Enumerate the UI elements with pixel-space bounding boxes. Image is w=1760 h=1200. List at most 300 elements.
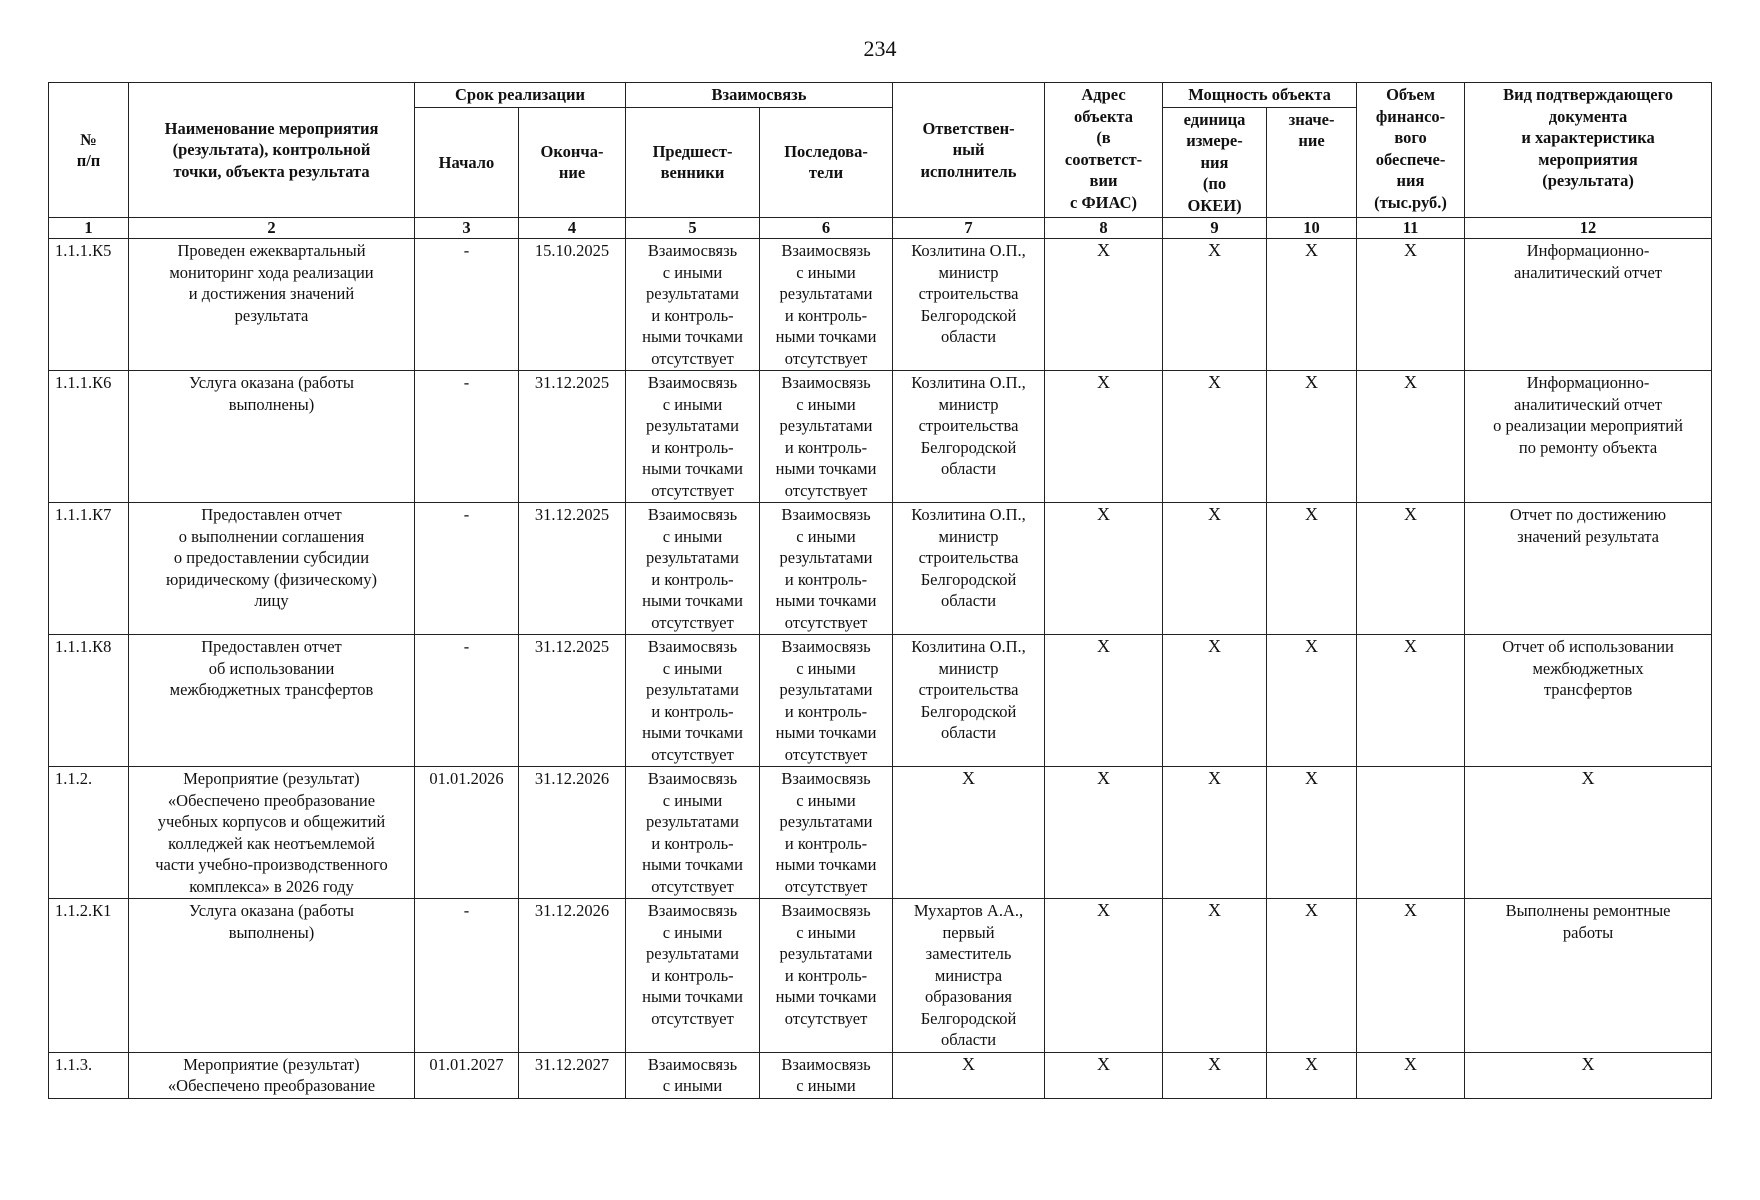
cell-line: и контроль- xyxy=(651,569,734,589)
cell-line: с иными xyxy=(662,1076,723,1095)
cell-line: и контроль- xyxy=(651,833,734,853)
header-line: Наименование мероприятия xyxy=(164,118,379,138)
row-successors xyxy=(760,239,893,371)
cell-line: Взаимосвязь xyxy=(781,901,871,920)
cell-line: министр xyxy=(938,526,999,546)
row-value: Х xyxy=(1267,503,1357,635)
header-responsible xyxy=(893,83,1045,218)
row-start: 01.01.2026 xyxy=(415,767,519,899)
header-line: с ФИАС) xyxy=(1070,192,1137,212)
cell-line: с иными xyxy=(796,1076,856,1095)
cell-line: первый xyxy=(942,922,995,942)
table-row xyxy=(49,503,1712,635)
header-line: (результата) xyxy=(1542,171,1634,190)
header-line: обеспече- xyxy=(1375,149,1446,169)
cell-line: результатами xyxy=(779,812,873,831)
cell-line: образования xyxy=(924,987,1013,1006)
row-name xyxy=(129,1052,415,1098)
cell-line: с иными xyxy=(796,790,856,810)
cell-line: ными точками xyxy=(775,723,877,742)
header-successors xyxy=(760,107,893,218)
row-funding: Х xyxy=(1357,371,1465,503)
row-address: Х xyxy=(1045,767,1163,899)
table-body xyxy=(49,239,1712,1099)
cell-line: и контроль- xyxy=(784,701,868,721)
row-responsible xyxy=(893,899,1045,1053)
cell-line: результатами xyxy=(646,812,739,831)
row-start: - xyxy=(415,899,519,1053)
row-unit: Х xyxy=(1163,239,1267,371)
page-number: 234 xyxy=(863,36,897,61)
column-number: 4 xyxy=(519,218,626,239)
cell-line: результатами xyxy=(779,548,873,567)
cell-line: Взаимосвязь xyxy=(781,637,871,656)
header-line: ОКЕИ) xyxy=(1187,195,1242,215)
column-number: 1 xyxy=(49,218,129,239)
row-id: 1.1.2. xyxy=(49,767,129,899)
row-responsible xyxy=(893,635,1045,767)
row-id: 1.1.2.К1 xyxy=(49,899,129,1053)
cell-line: Взаимосвязь xyxy=(781,1054,871,1074)
cell-line: значений результата xyxy=(1517,526,1659,546)
cell-line: Услуга оказана (работы xyxy=(189,373,354,392)
cell-line: Взаимосвязь xyxy=(647,241,738,260)
header-line: точки, объекта результата xyxy=(173,161,370,181)
header-line: Вид подтверждающего xyxy=(1503,85,1673,104)
cell-line: Взаимосвязь xyxy=(647,637,738,656)
cell-line: ными точками xyxy=(642,591,743,610)
cell-line: о выполнении соглашения xyxy=(178,526,365,546)
header-funding xyxy=(1357,83,1465,218)
header-line: (в xyxy=(1096,128,1111,147)
cell-line: Козлитина О.П., xyxy=(911,241,1026,260)
cell-line: и контроль- xyxy=(784,305,868,325)
cell-line: ными точками xyxy=(642,723,743,742)
row-doc-type xyxy=(1465,899,1712,1053)
cell-line: и контроль- xyxy=(784,437,868,457)
cell-line: с иными xyxy=(796,658,856,678)
cell-line: ными точками xyxy=(775,855,877,874)
cell-line: результатами xyxy=(646,416,739,435)
cell-line: трансфертов xyxy=(1543,680,1633,699)
header-line: вии xyxy=(1089,171,1118,190)
row-end: 31.12.2026 xyxy=(519,767,626,899)
cell-line: результатами xyxy=(646,944,739,963)
cell-line: по ремонту объекта xyxy=(1518,437,1658,457)
row-doc-type xyxy=(1465,767,1712,899)
cell-line: и контроль- xyxy=(784,965,868,985)
header-start: Начало xyxy=(415,107,519,218)
cell-line: области xyxy=(940,591,997,610)
cell-line: Информационно- xyxy=(1526,241,1650,260)
cell-line: отсутствует xyxy=(651,876,734,896)
row-doc-type xyxy=(1465,371,1712,503)
table-row xyxy=(49,1052,1712,1098)
cell-line: заместитель xyxy=(925,944,1012,963)
cell-line: ными точками xyxy=(775,459,877,478)
row-name xyxy=(129,767,415,899)
cell-line: Белгородской xyxy=(920,305,1017,325)
row-id: 1.1.1.К7 xyxy=(49,503,129,635)
header-line: мероприятия xyxy=(1538,149,1638,169)
cell-line: отсутствует xyxy=(784,1008,868,1028)
row-end: 31.12.2026 xyxy=(519,899,626,1053)
row-unit: Х xyxy=(1163,1052,1267,1098)
cell-line: Х xyxy=(962,1053,976,1074)
cell-line: с иными xyxy=(796,394,856,414)
cell-line: о предоставлении субсидии xyxy=(173,548,370,567)
cell-line: мониторинг хода реализации xyxy=(169,262,374,282)
cell-line: Предоставлен отчет xyxy=(201,637,342,656)
row-funding: Х xyxy=(1357,1052,1465,1098)
cell-line: Взаимосвязь xyxy=(781,241,871,260)
row-start: - xyxy=(415,635,519,767)
row-predecessors xyxy=(626,767,760,899)
table-row xyxy=(49,899,1712,1053)
cell-line: аналитический отчет xyxy=(1514,262,1663,282)
cell-line: Предоставлен отчет xyxy=(201,505,342,524)
cell-line: Белгородской xyxy=(920,569,1017,589)
cell-line: ными точками xyxy=(775,987,877,1006)
cell-line: министр xyxy=(938,658,999,678)
header-line: вого xyxy=(1394,128,1427,147)
cell-line: Мероприятие (результат) xyxy=(183,769,360,788)
table-row xyxy=(49,767,1712,899)
column-number: 6 xyxy=(760,218,893,239)
row-name xyxy=(129,635,415,767)
cell-line: области xyxy=(940,723,997,742)
row-responsible xyxy=(893,371,1045,503)
header-value xyxy=(1267,107,1357,218)
cell-line: «Обеспечено преобразование xyxy=(167,790,376,810)
row-predecessors xyxy=(626,635,760,767)
row-unit: Х xyxy=(1163,503,1267,635)
cell-line: и контроль- xyxy=(784,569,868,589)
row-funding: Х xyxy=(1357,635,1465,767)
header-capacity-group: Мощность объекта xyxy=(1163,83,1357,108)
row-end: 31.12.2025 xyxy=(519,371,626,503)
column-number: 5 xyxy=(626,218,760,239)
row-end: 31.12.2025 xyxy=(519,635,626,767)
row-address: Х xyxy=(1045,1052,1163,1098)
row-start: 01.01.2027 xyxy=(415,1052,519,1098)
cell-line: отсутствует xyxy=(784,480,868,500)
cell-line: Выполнены ремонтные xyxy=(1505,901,1671,920)
header-address xyxy=(1045,83,1163,218)
row-end: 31.12.2027 xyxy=(519,1052,626,1098)
column-number: 2 xyxy=(129,218,415,239)
cell-line: с иными xyxy=(662,922,723,942)
row-predecessors xyxy=(626,239,760,371)
cell-line: Белгородской xyxy=(920,701,1017,721)
row-address: Х xyxy=(1045,239,1163,371)
row-responsible xyxy=(893,1052,1045,1098)
header-line: Объем xyxy=(1386,85,1435,104)
row-doc-type xyxy=(1465,1052,1712,1098)
cell-line: Взаимосвязь xyxy=(647,901,738,920)
header-line: Последова- xyxy=(784,141,868,161)
cell-line: строительства xyxy=(918,416,1019,435)
cell-line: юридическому (физическому) xyxy=(166,569,377,589)
cell-line: Взаимосвязь xyxy=(647,769,738,788)
cell-line: с иными xyxy=(662,658,723,678)
header-line: значе- xyxy=(1288,109,1335,129)
row-start: - xyxy=(415,239,519,371)
cell-line: Услуга оказана (работы xyxy=(189,901,354,920)
column-number: 8 xyxy=(1045,218,1163,239)
cell-line: министр xyxy=(938,394,999,414)
cell-line: работы xyxy=(1562,922,1614,942)
cell-line: Козлитина О.П., xyxy=(911,373,1026,392)
cell-line: отсутствует xyxy=(651,1008,734,1028)
row-funding xyxy=(1357,767,1465,899)
row-value: Х xyxy=(1267,767,1357,899)
cell-line: ными точками xyxy=(642,987,743,1006)
cell-line: области xyxy=(940,327,997,346)
cell-line: Взаимосвязь xyxy=(781,373,871,392)
row-value: Х xyxy=(1267,371,1357,503)
row-id: 1.1.3. xyxy=(49,1052,129,1098)
row-responsible xyxy=(893,767,1045,899)
row-responsible xyxy=(893,239,1045,371)
row-start: - xyxy=(415,503,519,635)
cell-line: Белгородской xyxy=(920,1008,1017,1028)
cell-line: лицу xyxy=(254,591,289,610)
cell-line: Взаимосвязь xyxy=(647,373,738,392)
table-row xyxy=(49,635,1712,767)
cell-line: Отчет по достижению xyxy=(1509,505,1667,524)
cell-line: Взаимосвязь xyxy=(647,1054,738,1074)
row-unit: Х xyxy=(1163,899,1267,1053)
cell-line: отсутствует xyxy=(784,744,868,764)
header-line: (тыс.руб.) xyxy=(1374,192,1447,212)
row-funding: Х xyxy=(1357,503,1465,635)
cell-line: и контроль- xyxy=(651,701,734,721)
cell-line: отсутствует xyxy=(651,744,734,764)
cell-line: и контроль- xyxy=(784,833,868,853)
row-funding: Х xyxy=(1357,899,1465,1053)
header-line: измере- xyxy=(1186,131,1243,150)
cell-line: отсутствует xyxy=(784,348,868,368)
row-value: Х xyxy=(1267,635,1357,767)
header-line: документа xyxy=(1548,106,1628,126)
cell-line: отсутствует xyxy=(651,348,734,368)
cell-line: министра xyxy=(934,965,1003,985)
header-line: тели xyxy=(808,163,844,183)
header-line: исполнитель xyxy=(920,161,1017,181)
cell-line: ными точками xyxy=(642,855,743,874)
cell-line: результата xyxy=(234,305,309,325)
header-line: ный xyxy=(952,140,985,160)
cell-line: министр xyxy=(938,262,999,282)
header-line: Оконча- xyxy=(540,141,604,161)
row-value: Х xyxy=(1267,1052,1357,1098)
row-address: Х xyxy=(1045,899,1163,1053)
row-successors xyxy=(760,767,893,899)
cell-line: с иными xyxy=(662,526,723,546)
cell-line: «Обеспечено преобразование xyxy=(167,1076,376,1095)
cell-line: с иными xyxy=(796,262,856,282)
row-id: 1.1.1.К5 xyxy=(49,239,129,371)
row-address: Х xyxy=(1045,371,1163,503)
cell-line: Белгородской xyxy=(920,437,1017,457)
cell-line: о реализации мероприятий xyxy=(1493,416,1683,435)
cell-line: строительства xyxy=(918,548,1019,567)
cell-line: Козлитина О.П., xyxy=(911,505,1026,524)
row-doc-type xyxy=(1465,635,1712,767)
cell-line: выполнены) xyxy=(228,922,315,942)
row-successors xyxy=(760,1052,893,1098)
row-address: Х xyxy=(1045,635,1163,767)
cell-line: Взаимосвязь xyxy=(781,769,871,788)
cell-line: области xyxy=(940,459,997,478)
header-line: Предшест- xyxy=(652,141,733,161)
cell-line: результатами xyxy=(646,284,739,303)
cell-line: Взаимосвязь xyxy=(781,505,871,524)
row-unit: Х xyxy=(1163,371,1267,503)
header-period-group: Срок реализации xyxy=(415,83,626,108)
cell-line: ными точками xyxy=(642,459,743,478)
row-name xyxy=(129,899,415,1053)
cell-line: отсутствует xyxy=(651,480,734,500)
header-line: п/п xyxy=(76,151,101,170)
row-value: Х xyxy=(1267,239,1357,371)
row-funding: Х xyxy=(1357,239,1465,371)
cell-line: ными точками xyxy=(642,327,743,346)
header-line: финансо- xyxy=(1375,106,1446,126)
row-id: 1.1.1.К6 xyxy=(49,371,129,503)
row-name xyxy=(129,503,415,635)
header-line: ние xyxy=(1298,131,1325,150)
cell-line: отсутствует xyxy=(784,876,868,896)
header-end xyxy=(519,107,626,218)
cell-line: и достижения значений xyxy=(188,284,355,303)
cell-line: результатами xyxy=(779,416,873,435)
cell-line: отсутствует xyxy=(784,612,868,632)
cell-line: колледжей как неотъемлемой xyxy=(168,833,375,853)
header-line: единица xyxy=(1183,109,1246,129)
header-line: Ответствен- xyxy=(922,118,1015,138)
cell-line: Отчет об использовании xyxy=(1502,637,1674,656)
row-predecessors xyxy=(626,899,760,1053)
column-number: 12 xyxy=(1465,218,1712,239)
cell-line: аналитический отчет xyxy=(1514,394,1663,414)
row-predecessors xyxy=(626,503,760,635)
cell-line: Мухартов А.А., xyxy=(913,901,1024,920)
row-successors xyxy=(760,635,893,767)
cell-line: результатами xyxy=(779,680,873,699)
row-successors xyxy=(760,899,893,1053)
cell-line: результатами xyxy=(779,944,873,963)
cell-line: области xyxy=(940,1030,997,1049)
column-number: 3 xyxy=(415,218,519,239)
row-end: 31.12.2025 xyxy=(519,503,626,635)
header-doc-type xyxy=(1465,83,1712,218)
cell-line: строительства xyxy=(918,284,1019,303)
cell-line: ными точками xyxy=(775,327,877,346)
cell-line: результатами xyxy=(646,548,739,567)
header-line: ния xyxy=(1200,152,1229,172)
header-line: ния xyxy=(1396,171,1425,190)
cell-line: Проведен ежеквартальный xyxy=(177,241,366,260)
column-number: 10 xyxy=(1267,218,1357,239)
header-line: (по xyxy=(1202,174,1227,193)
header-line: соответст- xyxy=(1064,149,1143,169)
row-doc-type xyxy=(1465,239,1712,371)
header-line: ние xyxy=(558,163,586,183)
cell-line: с иными xyxy=(662,262,723,282)
header-line: (результата), контрольной xyxy=(172,140,371,160)
row-predecessors xyxy=(626,371,760,503)
header-line: объекта xyxy=(1073,106,1134,126)
header-line: Адрес xyxy=(1081,85,1126,104)
cell-line: с иными xyxy=(662,394,723,414)
cell-line: отсутствует xyxy=(651,612,734,632)
row-unit: Х xyxy=(1163,635,1267,767)
row-name xyxy=(129,371,415,503)
cell-line: учебных корпусов и общежитий xyxy=(157,812,386,831)
table-row xyxy=(49,239,1712,371)
column-number: 9 xyxy=(1163,218,1267,239)
row-responsible xyxy=(893,503,1045,635)
cell-line: комплекса» в 2026 году xyxy=(189,876,354,896)
cell-line: результатами xyxy=(779,284,873,303)
row-address: Х xyxy=(1045,503,1163,635)
cell-line: Мероприятие (результат) xyxy=(183,1054,360,1074)
cell-line: с иными xyxy=(796,922,856,942)
cell-line: Х xyxy=(1581,768,1595,788)
header-line: № xyxy=(80,129,97,149)
cell-line: с иными xyxy=(796,526,856,546)
cell-line: части учебно-производственного xyxy=(155,855,388,874)
header-unit xyxy=(1163,107,1267,218)
cell-line: с иными xyxy=(662,790,723,810)
cell-line: и контроль- xyxy=(651,437,734,457)
row-id: 1.1.1.К8 xyxy=(49,635,129,767)
cell-line: строительства xyxy=(918,680,1019,699)
row-end: 15.10.2025 xyxy=(519,239,626,371)
table-row xyxy=(49,371,1712,503)
column-number: 11 xyxy=(1357,218,1465,239)
cell-line: межбюджетных трансфертов xyxy=(169,680,374,699)
row-name xyxy=(129,239,415,371)
row-successors xyxy=(760,503,893,635)
row-unit: Х xyxy=(1163,767,1267,899)
cell-line: Информационно- xyxy=(1526,373,1650,392)
cell-line: выполнены) xyxy=(228,394,315,414)
header-link-group: Взаимосвязь xyxy=(626,83,893,108)
cell-line: и контроль- xyxy=(651,965,734,985)
column-number: 7 xyxy=(893,218,1045,239)
row-value: Х xyxy=(1267,899,1357,1053)
cell-line: Х xyxy=(1581,1053,1595,1074)
plan-table xyxy=(48,82,1712,1099)
cell-line: Х xyxy=(962,768,976,788)
row-predecessors xyxy=(626,1052,760,1098)
row-start: - xyxy=(415,371,519,503)
header-predecessors xyxy=(626,107,760,218)
cell-line: и контроль- xyxy=(651,305,734,325)
header-num xyxy=(49,83,129,218)
cell-line: Взаимосвязь xyxy=(647,505,738,524)
header-line: и характеристика xyxy=(1521,128,1655,147)
cell-line: ными точками xyxy=(775,591,877,610)
row-doc-type xyxy=(1465,503,1712,635)
header-name xyxy=(129,83,415,218)
cell-line: межбюджетных xyxy=(1532,658,1644,678)
cell-line: результатами xyxy=(646,680,739,699)
cell-line: об использовании xyxy=(208,658,335,678)
